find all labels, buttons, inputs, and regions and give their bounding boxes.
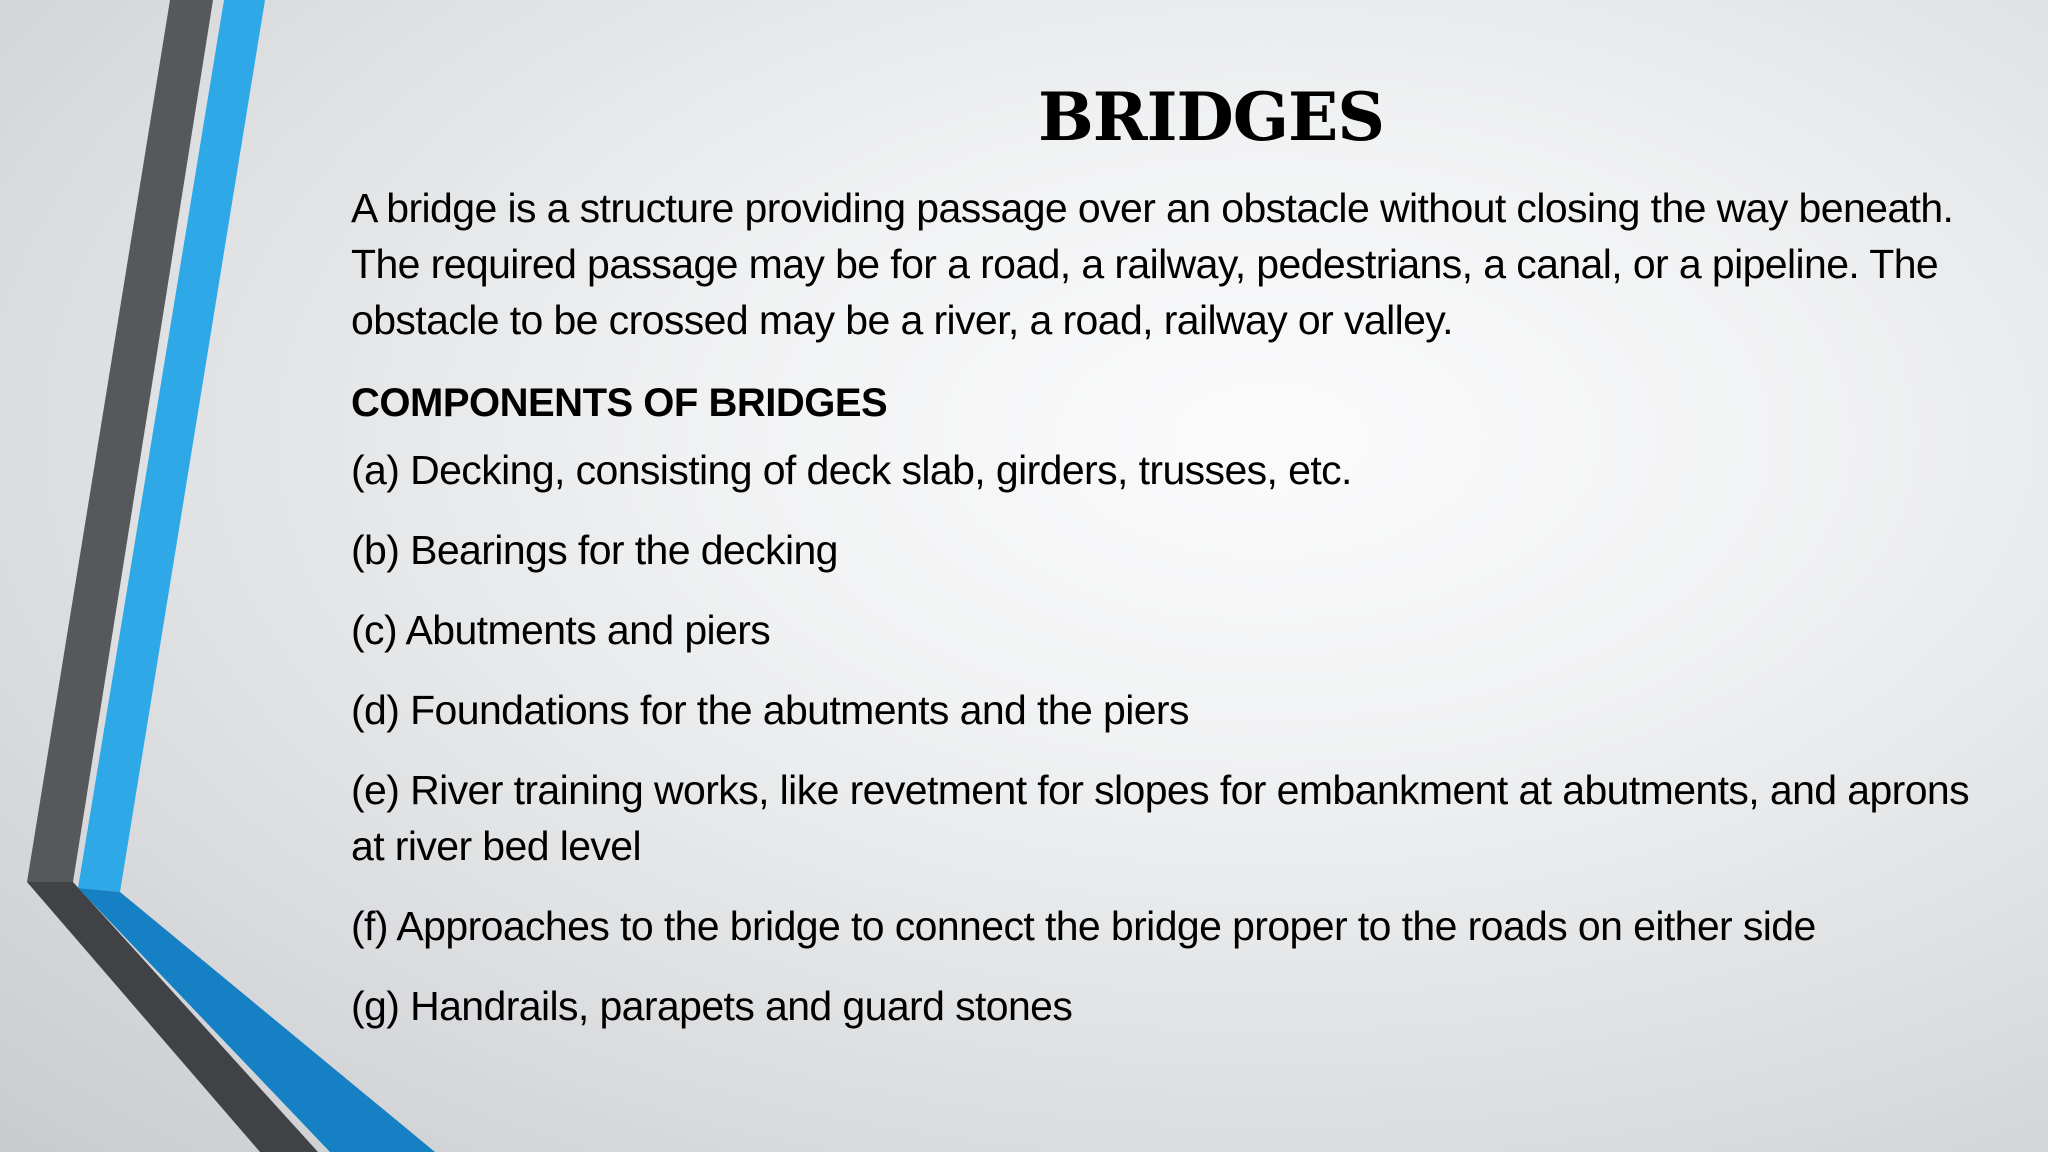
component-item-a: (a) Decking, consisting of deck slab, girders, trusses, etc. (351, 447, 1352, 493)
component-item-b: (b) Bearings for the decking (351, 527, 838, 573)
component-item-c: (c) Abutments and piers (351, 607, 771, 653)
slide-title: BRIDGES (1037, 78, 1385, 156)
component-item-d: (d) Foundations for the abutments and the piers (351, 687, 1189, 733)
component-item-f: (f) Approaches to the bridge to connect the bridge proper to the roads on either side (351, 903, 1816, 949)
component-item-e: (e) River training works, like revetment for slopes for embankment at abutments, and aprons at river bed level (351, 767, 1970, 869)
slide-content (351, 72, 2011, 1058)
dark-gray-lower-stripe (27, 882, 318, 1152)
components-heading: COMPONENTS OF BRIDGES (351, 381, 888, 425)
intro-paragraph: A bridge is a structure providing passage over an obstacle without closing the way beneath. The required passage may be for a road, a railway, pedestrians, a canal, or a pipeline. The obstacle to be crossed may be a river, a road, railway or valley. (351, 185, 1954, 343)
component-item-g: (g) Handrails, parapets and guard stones (351, 983, 1073, 1029)
components-list (351, 442, 2011, 1034)
